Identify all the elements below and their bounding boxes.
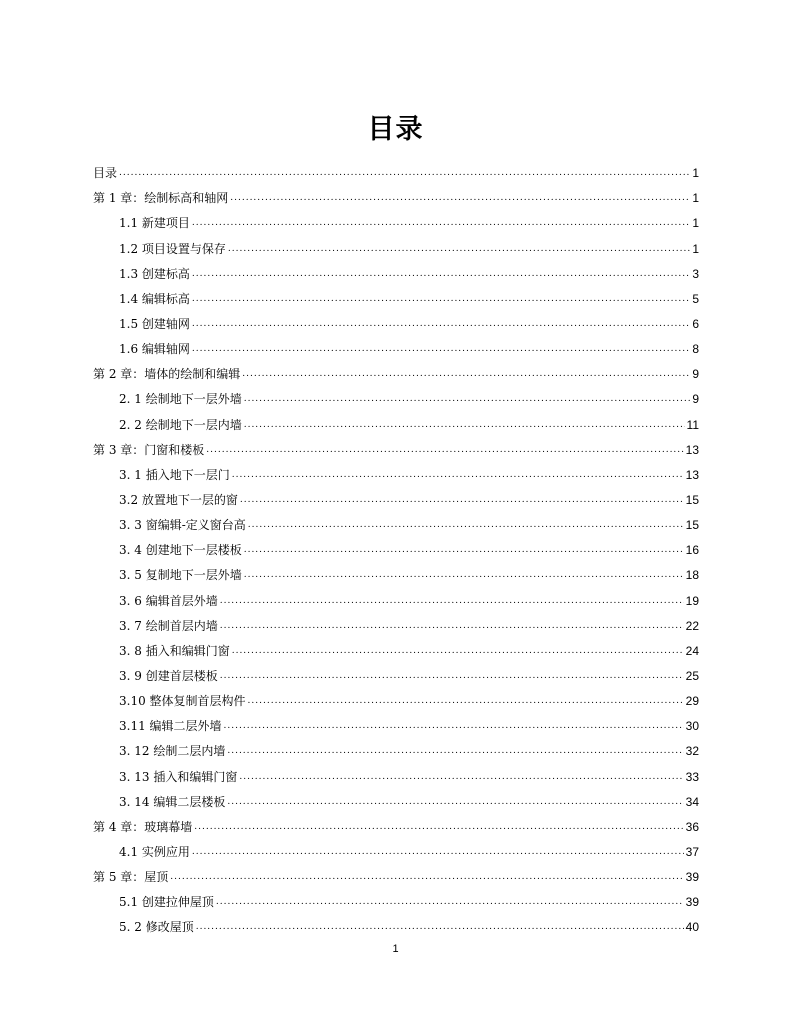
toc-entry-label: 1.3 创建标高 — [119, 266, 190, 281]
toc-entry-page: 40 — [685, 920, 699, 935]
toc-dot-leader — [242, 367, 690, 381]
toc-entry-label: 1.5 创建轴网 — [119, 316, 190, 331]
toc-entry-label: 2. 2 绘制地下一层内墙 — [119, 417, 242, 432]
page-title: 目录 — [367, 114, 424, 145]
toc-dot-leader — [240, 493, 684, 507]
toc-dot-leader — [192, 317, 690, 331]
toc-entry-page: 30 — [685, 719, 699, 734]
toc-entry-page: 9 — [692, 367, 699, 382]
toc-dot-leader — [248, 518, 684, 532]
toc-dot-leader — [192, 267, 690, 281]
toc-dot-leader — [232, 468, 684, 482]
toc-entry[interactable] — [93, 809, 699, 834]
page-number: 1 — [392, 943, 399, 955]
toc-entry[interactable] — [93, 306, 699, 331]
toc-entry-page: 15 — [685, 518, 699, 533]
toc-entry-label: 3. 9 创建首层楼板 — [119, 668, 218, 683]
toc-entry-page: 6 — [692, 316, 699, 331]
toc-entry-page: 3 — [692, 266, 699, 281]
toc-dot-leader — [216, 895, 684, 909]
toc-entry-label: 5.1 创建拉伸屋顶 — [119, 895, 214, 910]
toc-entry-page: 24 — [685, 643, 699, 658]
toc-dot-leader — [224, 719, 684, 733]
toc-entry[interactable] — [93, 884, 699, 909]
toc-entry[interactable] — [93, 256, 699, 281]
toc-entry-label: 第 4 章：玻璃幕墙 — [93, 819, 193, 834]
toc-dot-leader — [196, 920, 684, 934]
toc-entry[interactable] — [93, 909, 699, 934]
toc-dot-leader — [192, 342, 690, 356]
toc-entry-label: 3.11 编辑二层外墙 — [119, 719, 222, 734]
toc-entry-label: 3.2 放置地下一层的窗 — [119, 492, 238, 507]
toc-entry[interactable] — [93, 457, 699, 482]
toc-entry-label: 3. 1 插入地下一层门 — [119, 467, 230, 482]
toc-entry-label: 目录 — [93, 166, 118, 181]
toc-dot-leader — [227, 795, 683, 809]
toc-entry-page: 19 — [685, 593, 699, 608]
toc-dot-leader — [228, 242, 690, 256]
toc-dot-leader — [248, 694, 684, 708]
toc-dot-leader — [244, 392, 691, 406]
toc-entry-page: 36 — [685, 819, 699, 834]
toc-entry-label: 3. 14 编辑二层楼板 — [119, 794, 226, 809]
toc-entry[interactable] — [93, 784, 699, 809]
toc-dot-leader — [220, 594, 684, 608]
toc-entry-page: 1 — [692, 216, 699, 231]
toc-entry[interactable] — [93, 758, 699, 783]
toc-dot-leader — [220, 619, 684, 633]
toc-entry-page: 5 — [692, 291, 699, 306]
toc-dot-leader — [192, 845, 684, 859]
toc-entry-page: 1 — [692, 191, 699, 206]
toc-entry[interactable] — [93, 532, 699, 557]
toc-dot-leader — [244, 568, 684, 582]
toc-entry-label: 3. 3 窗编辑-定义窗台高 — [119, 518, 246, 533]
toc-entry-label: 3. 5 复制地下一层外墙 — [119, 568, 242, 583]
toc-entry-label: 3. 7 绘制首层内墙 — [119, 618, 218, 633]
toc-entry-label: 1.2 项目设置与保存 — [119, 241, 226, 256]
toc-entry[interactable] — [93, 658, 699, 683]
toc-dot-leader — [232, 644, 684, 658]
toc-entry-page: 37 — [685, 844, 699, 859]
toc-entry[interactable] — [93, 482, 699, 507]
toc-entry-label: 4.1 实例应用 — [119, 844, 190, 859]
toc-entry-page: 8 — [692, 342, 699, 357]
toc-entry[interactable] — [93, 406, 699, 431]
toc-entry[interactable] — [93, 683, 699, 708]
toc-dot-leader — [170, 870, 683, 884]
toc-entry[interactable] — [93, 356, 699, 381]
toc-entry[interactable] — [93, 281, 699, 306]
toc-entry[interactable] — [93, 507, 699, 532]
toc-entry-page: 1 — [692, 166, 699, 181]
toc-entry-page: 39 — [685, 870, 699, 885]
toc-entry[interactable] — [93, 180, 699, 205]
toc-entry-label: 3. 12 绘制二层内墙 — [119, 744, 226, 759]
toc-entry[interactable] — [93, 582, 699, 607]
toc-entry[interactable] — [93, 708, 699, 733]
toc-entry[interactable] — [93, 608, 699, 633]
toc-dot-leader — [194, 820, 683, 834]
toc-entry-label: 3.10 整体复制首层构件 — [119, 694, 246, 709]
toc-dot-leader — [239, 770, 683, 784]
toc-entry-page: 39 — [685, 895, 699, 910]
toc-entry-page: 32 — [685, 744, 699, 759]
toc-entry-label: 5. 2 修改屋顶 — [119, 920, 194, 935]
toc-entry[interactable] — [93, 381, 699, 406]
toc-entry[interactable] — [93, 733, 699, 758]
toc-dot-leader — [244, 418, 685, 432]
toc-entry[interactable] — [93, 331, 699, 356]
toc-entry-label: 3. 13 插入和编辑门窗 — [119, 769, 238, 784]
toc-entry-label: 第 1 章：绘制标高和轴网 — [93, 191, 229, 206]
toc-dot-leader — [220, 669, 684, 683]
toc-entry[interactable] — [93, 432, 699, 457]
toc-entry-label: 第 3 章：门窗和楼板 — [93, 442, 205, 457]
toc-entry-page: 11 — [686, 417, 699, 432]
toc-entry-label: 3. 6 编辑首层外墙 — [119, 593, 218, 608]
toc-entry-label: 3. 4 创建地下一层楼板 — [119, 543, 242, 558]
toc-entry-page: 29 — [685, 694, 699, 709]
toc-entry-page: 15 — [685, 492, 699, 507]
toc-entry-page: 13 — [685, 467, 699, 482]
toc-entry-page: 18 — [685, 568, 699, 583]
toc-dot-leader — [119, 166, 690, 180]
toc-entry-page: 22 — [685, 618, 699, 633]
toc-entry[interactable] — [93, 633, 699, 658]
toc-entry-label: 1.6 编辑轴网 — [119, 342, 190, 357]
toc-dot-leader — [227, 744, 683, 758]
toc-dot-leader — [192, 216, 690, 230]
toc-entry-label: 3. 8 插入和编辑门窗 — [119, 643, 230, 658]
toc-entry-label: 1.4 编辑标高 — [119, 291, 190, 306]
toc-dot-leader — [230, 191, 690, 205]
toc-dot-leader — [206, 443, 683, 457]
toc-entry[interactable] — [93, 859, 699, 884]
toc-entry[interactable] — [93, 834, 699, 859]
toc-entry-label: 1.1 新建项目 — [119, 216, 190, 231]
toc-entry[interactable] — [93, 230, 699, 255]
toc-entry-page: 13 — [685, 442, 699, 457]
toc-entry-page: 33 — [685, 769, 699, 784]
toc-dot-leader — [192, 292, 690, 306]
toc-entry-page: 25 — [685, 668, 699, 683]
toc-entry[interactable] — [93, 557, 699, 582]
toc-entry-page: 16 — [685, 543, 699, 558]
toc-entry-page: 34 — [685, 794, 699, 809]
table-of-contents — [93, 155, 699, 934]
toc-entry[interactable] — [93, 205, 699, 230]
toc-dot-leader — [244, 543, 684, 557]
toc-entry-label: 2. 1 绘制地下一层外墙 — [119, 392, 242, 407]
toc-entry-page: 9 — [692, 392, 699, 407]
toc-entry-label: 第 5 章：屋顶 — [93, 870, 169, 885]
toc-entry-label: 第 2 章：墙体的绘制和编辑 — [93, 367, 241, 382]
toc-entry[interactable] — [93, 155, 699, 180]
toc-entry-page: 1 — [692, 241, 699, 256]
